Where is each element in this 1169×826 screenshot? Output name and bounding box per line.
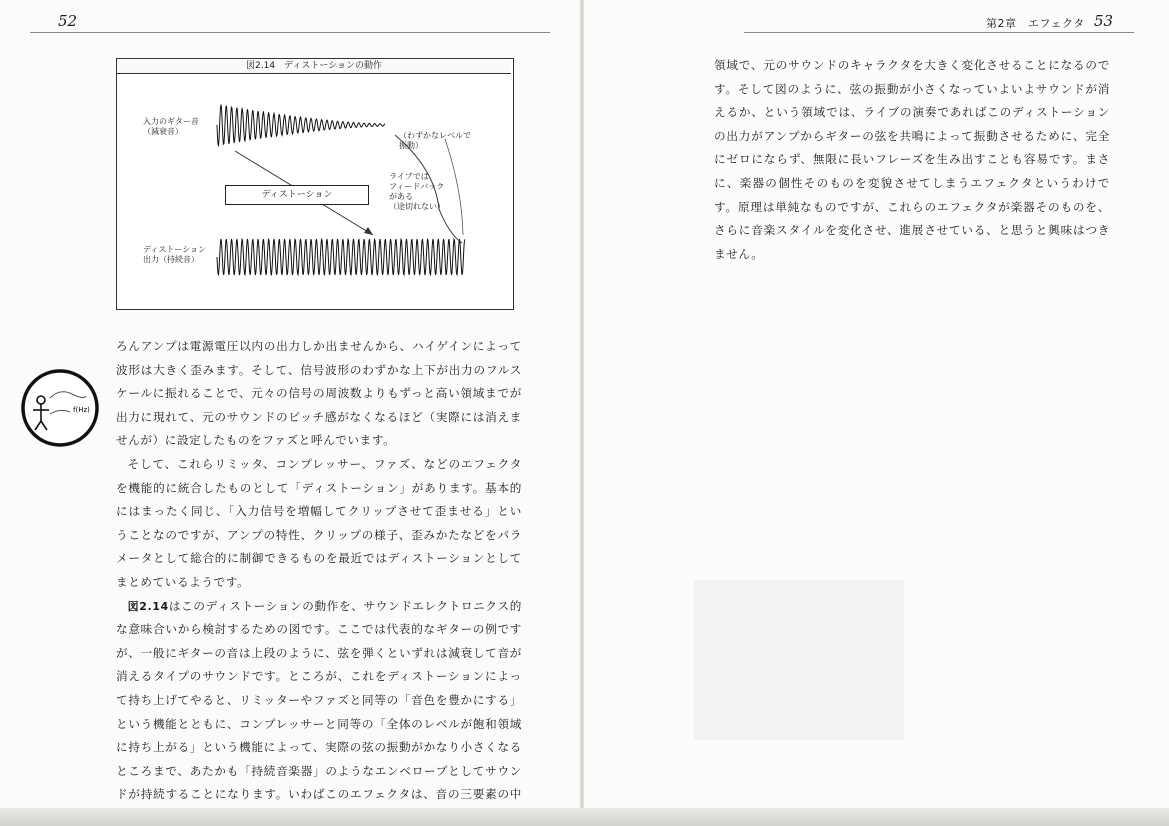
figure-2-14 — [116, 58, 514, 310]
waveform-diagram — [117, 59, 513, 309]
left-body-text — [116, 335, 522, 826]
running-head: 第2章 エフェクタ — [986, 17, 1085, 30]
margin-icon — [20, 368, 100, 448]
left-page — [0, 0, 582, 826]
wave-out-path — [217, 239, 465, 275]
figure-reference: 図2.14 — [127, 599, 169, 613]
paragraph-3-text: はこのディストーションの動作を、サウンドエレクトロニクス的な意味合いから検討するための図です。ここでは代表的なギターの例ですが、一般にギターの音は上段のように、弦を弾くといずれは減衰して音が消えるタイプのサウンドです。ところが、これをディストーションによって持ち上げてやると、リミッターやファズと同等の「音色を豊かにする」という機能とともに、コンプレッサーと同等の「全体のレベルが飽和領域に持ち上がる」という機能によって、実際の弦の振動がかなり小さくなるところまで、あたかも「持続音楽器」のようなエンベロープとしてサウンドが持続することになります。いわばこのエフェクタは、音の三要素の中 — [116, 598, 522, 802]
input-waveform — [217, 105, 385, 146]
wave-in-path — [217, 105, 385, 146]
distortion-box: ディストーション — [225, 185, 369, 205]
output-label: ディストーション 出力（持続音） — [143, 245, 207, 264]
right-body-text — [714, 54, 1110, 266]
header-rule — [30, 32, 550, 33]
paragraph-1: ろんアンプは電源電圧以内の出力しか出ませんから、ハイゲインによって波形は大きく歪みます。そして、信号波形のわずかな上下が出力のフルスケールに振れることで、元々の信号の周波数よりもずっと高い領域までが出力に現れて、元のサウンドのピッチ感がなくなるほど（実際には消えませんが）に設定したものをファズと呼んでいます。 — [116, 339, 522, 448]
figure-caption: 図2.14 ディストーションの動作 — [117, 59, 511, 74]
paragraph-2: そして、これらリミッタ、コンプレッサー、ファズ、などのエフェクタを機能的に統合したものとして「ディストーション」があります。基本的にはまったく同じ、「入力信号を増幅してクリップさせて歪ませる」ということなのですが、アンプの特性、クリップの様子、歪みかたなどをパラメータとして総合的に制御できるものを最近ではディストーションとしてまとめているようです。 — [116, 456, 522, 589]
feedback-line — [445, 139, 463, 235]
output-waveform — [217, 239, 465, 275]
input-label: 入力のギター音 （減衰音） — [143, 117, 199, 136]
live-feedback-note: ライブでは フィードバック がある （途切れない） — [389, 172, 445, 211]
right-page — [584, 0, 1169, 826]
diagonal-arrow-head — [364, 227, 373, 235]
page-number-left: 52 — [58, 12, 78, 30]
header-rule — [744, 32, 1134, 33]
margin-icon-label: f(Hz) — [73, 406, 90, 414]
paragraph-right: 領域で、元のサウンドのキャラクタを大きく変化させることになるのです。そして図のように、弦の振動が小さくなっていよいよサウンドが消えるか、という領域では、ライブの演奏であればこのディストーションの出力がアンプからギターの弦を共鳴によって振動させるために、完全にゼロにならず、無限に長いフレーズを生み出すことも容易です。まさに、楽器の個性そのものを変貌させてしまうエフェクタというわけです。原理は単純なものですが、これらのエフェクタが楽器そのものを、さらに音楽スタイルを変化させ、進展させている、と思うと興味はつきません。 — [714, 58, 1110, 261]
faint-vibration-note: （わずかなレベルで 振動） — [399, 131, 471, 150]
page-bottom-edge — [0, 808, 1169, 826]
page-number-right: 53 — [1094, 12, 1114, 30]
paragraph-3 — [116, 595, 522, 826]
bleed-through-area — [694, 580, 904, 740]
